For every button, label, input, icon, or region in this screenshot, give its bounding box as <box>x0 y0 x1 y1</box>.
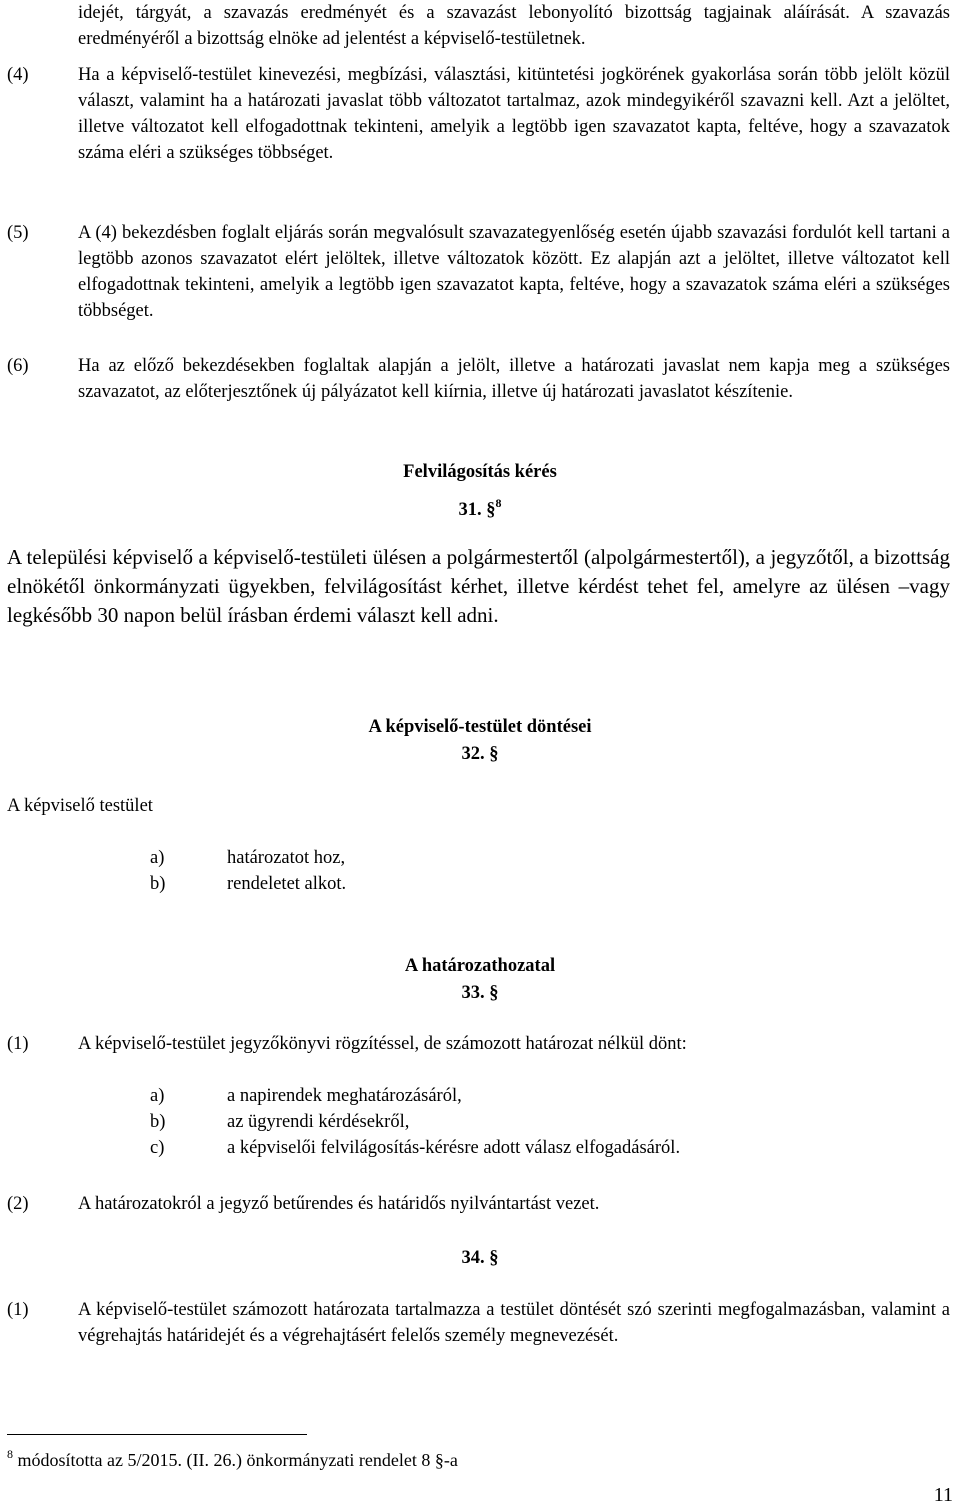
paragraph-number: (1) <box>7 1300 29 1320</box>
paragraph-number: (1) <box>7 1034 29 1054</box>
list-item-label: b) <box>150 874 166 894</box>
section-33-paragraph-1 <box>7 1031 950 1057</box>
list-item-label: a) <box>150 1086 165 1106</box>
section-32-heading: A képviselő-testület döntései <box>368 717 592 737</box>
list-item-text: a napirendek meghatározásáról, <box>227 1086 462 1106</box>
section-number: 34. <box>461 1248 485 1268</box>
continued-paragraph: idejét, tárgyát, a szavazás eredményét és a szavazást lebonyolító bizottság tagjainak aláírását. A szavazás eredményéről a bizottság elnöke ad jelentést a képviselő-testületnek. <box>78 3 950 49</box>
paragraph-number: (4) <box>7 65 29 85</box>
section-33-number <box>0 980 960 1006</box>
section-33-heading: A határozathozatal <box>404 956 556 976</box>
list-item-label: b) <box>150 1112 166 1132</box>
paragraph-text: A képviselő-testület számozott határozata tartalmazza a testület döntését szó szerinti megfogalmazásban, valamint a végrehajtás határidejét és a végrehajtásért felelős személy megnevezését. <box>78 1300 950 1346</box>
section-sign: § <box>489 983 499 1003</box>
section-number: 31. <box>458 500 482 520</box>
section-32-number <box>0 741 960 767</box>
paragraph-text: A képviselő-testület jegyzőkönyvi rögzítéssel, de számozott határozat nélkül dönt: <box>78 1034 687 1054</box>
footnote-section-sign: § <box>434 1450 444 1470</box>
paragraph-number: (5) <box>7 223 29 243</box>
paragraph-text: A határozatokról a jegyző betűrendes és határidős nyilvántartást vezet. <box>78 1194 600 1214</box>
section-32-intro: A képviselő testület <box>7 796 153 816</box>
section-33-paragraph-2 <box>7 1191 950 1217</box>
list-item-text: a képviselői felvilágosítás-kérésre adott válasz elfogadásáról. <box>227 1138 681 1158</box>
list-item-text: határozatot hoz, <box>227 848 346 868</box>
page-number: 11 <box>933 1484 953 1506</box>
paragraph-text: Ha a képviselő-testület kinevezési, megbízási, választási, kitüntetési jogkörének gyakorlása során több jelölt közül választ, valamint ha a határozati javaslat több változatot tartalmaz, azok mindegyikéről szavazni kell. Azt a jelöltet, illetve változatot kell elfogadottnak tekinteni, amelyik a legtöbb igen szavazatot kapta, feltéve, hogy a szavazatok száma eléri a szükséges többséget. <box>78 65 950 163</box>
section-31-number <box>0 490 960 523</box>
section-31-heading: Felvilágosítás kérés <box>403 462 557 482</box>
paragraph-text: Ha az előző bekezdésekben foglaltak alapján a jelölt, illetve a határozati javaslat nem kapja meg a szükséges szavazatot, az előterjesztőnek új pályázatot kell kiírnia, illetve új határozati javaslatot készítenie. <box>78 356 950 402</box>
list-item-text: rendeletet alkot. <box>227 874 347 894</box>
section-number: 32. <box>461 744 485 764</box>
paragraph-4 <box>7 62 950 166</box>
footnote-reference[interactable]: 8 <box>495 496 502 510</box>
list-item-label: a) <box>150 848 165 868</box>
footnote <box>7 1441 458 1473</box>
section-sign: § <box>489 1248 499 1268</box>
footnote-divider <box>7 1434 307 1435</box>
footnote-text: módosította az 5/2015. (II. 26.) önkormányzati rendelet 8 <box>17 1450 431 1470</box>
paragraph-number: (2) <box>7 1194 29 1214</box>
footnote-number: 8 <box>7 1447 13 1461</box>
paragraph-number: (6) <box>7 356 29 376</box>
paragraph-text: A (4) bekezdésben foglalt eljárás során megvalósult szavazategyenlőség esetén újabb szavazási fordulót kell tartani a legtöbb azonos szavazatot elért jelöltek, illetve változatok között. Ez alapján azt a jelöltet, illetve változatot kell elfogadottnak tekinteni, amelyik a legtöbb igen szavazatot kapta, feltéve, hogy a szavazatok száma eléri a szükséges többséget. <box>78 223 950 321</box>
list-item-text: az ügyrendi kérdésekről, <box>227 1112 410 1132</box>
section-sign: § <box>486 500 496 520</box>
paragraph-5 <box>7 220 950 324</box>
section-34-number <box>0 1245 960 1271</box>
paragraph-6 <box>7 353 950 405</box>
section-31-text: A települési képviselő a képviselő-testületi ülésen a polgármestertől (alpolgármestertől), a jegyzőtől, a bizottság elnökétől önkormányzati ügyekben, felvilágosítást kérhet, illetve kérdést tehet fel, amelyre az ülésen –vagy legkésőbb 30 napon belül írásban érdemi választ kell adni. <box>7 545 950 627</box>
list-item-label: c) <box>150 1138 165 1158</box>
section-sign: § <box>489 744 499 764</box>
footnote-suffix: -a <box>443 1450 458 1470</box>
section-number: 33. <box>461 983 485 1003</box>
section-34-paragraph-1 <box>7 1297 950 1349</box>
